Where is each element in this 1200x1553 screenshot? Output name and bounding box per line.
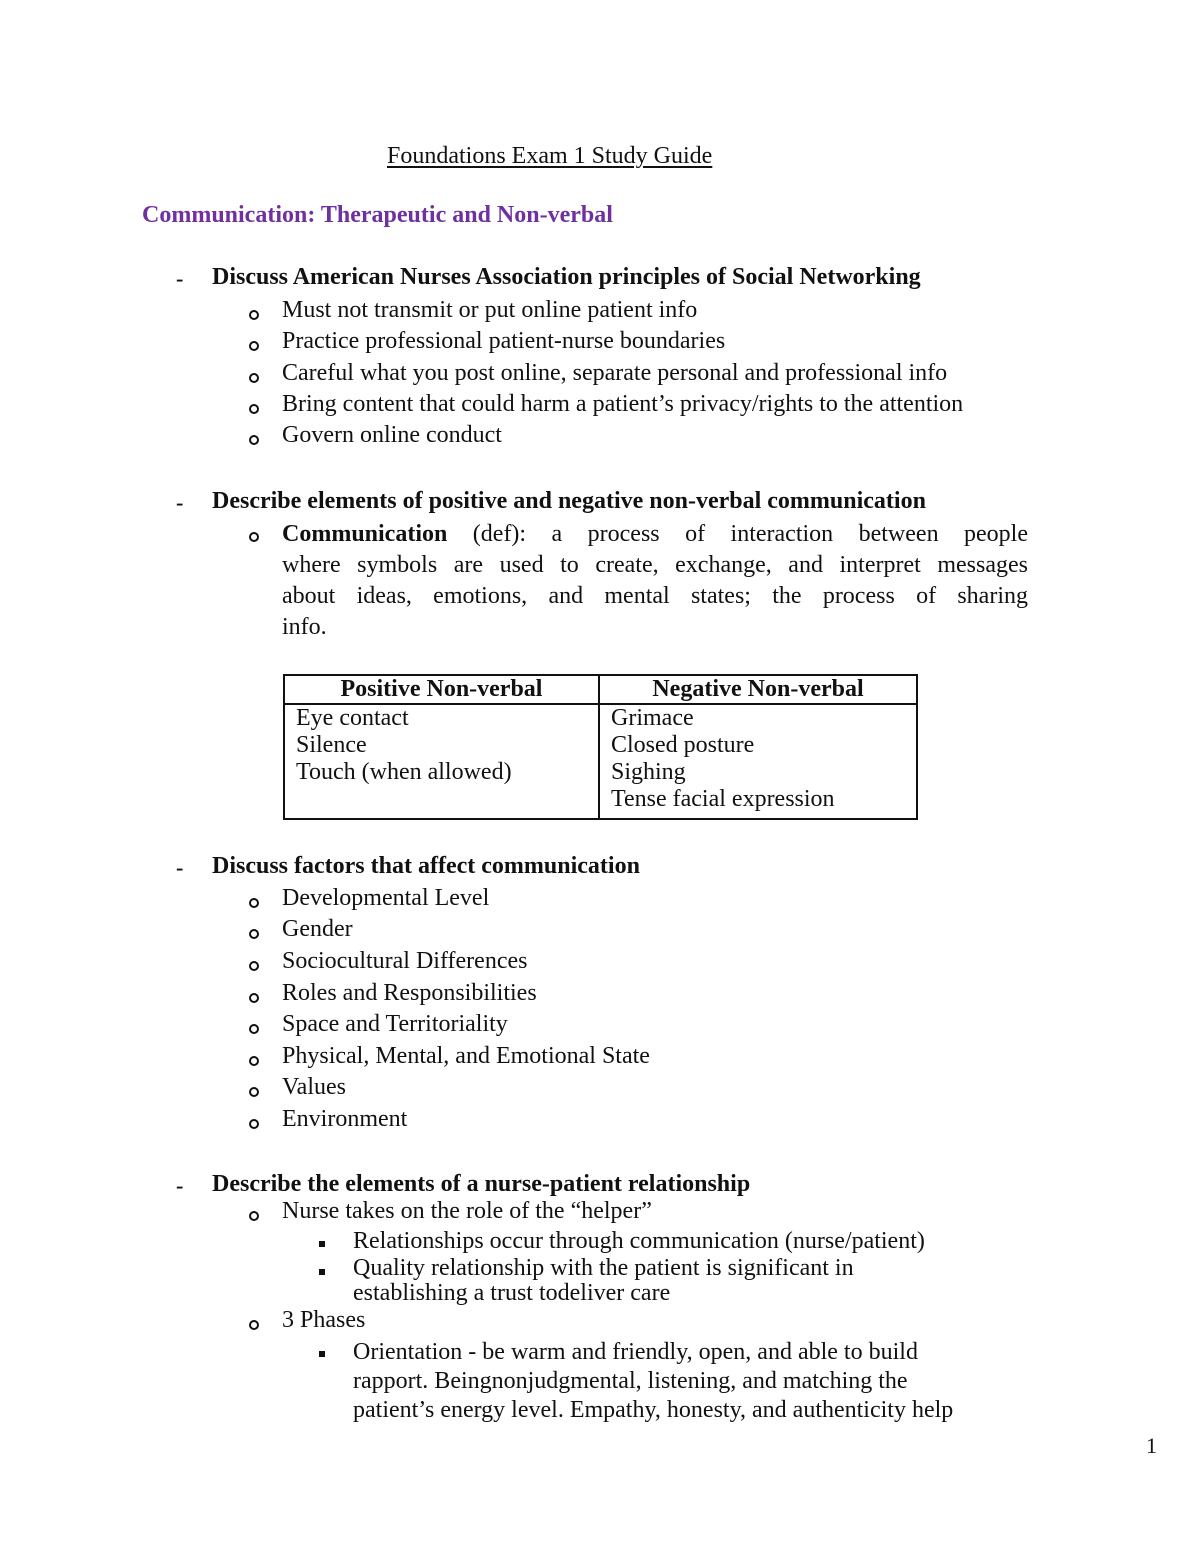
circle-bullet-icon [249,435,259,445]
sub-list-item [353,1256,854,1306]
table-cell-value: Closed posture [611,732,755,758]
circle-bullet-icon [249,961,259,971]
table-cell-value: Sighing [611,759,686,785]
circle-bullet-icon [249,929,259,939]
circle-bullet-icon [249,1211,259,1221]
square-bullet-icon [319,1351,325,1357]
table-cell-value: Tense facial expression [611,786,835,812]
circle-bullet-icon [249,898,259,908]
list-item: Physical, Mental, and Emotional State [282,1043,650,1069]
topic-heading-factors: Discuss factors that affect communication [212,853,640,879]
sub-list-item-orientation [353,1338,953,1425]
topic-heading-nonverbal: Describe elements of positive and negative non-verbal communication [212,488,926,514]
topic-heading-relationship: Describe the elements of a nurse-patient relationship [212,1171,751,1197]
circle-bullet-icon [249,341,259,351]
sub-list-line: Quality relationship with the patient is significant in [353,1255,854,1281]
communication-definition [282,519,1028,643]
page-title: Foundations Exam 1 Study Guide [387,143,713,169]
circle-bullet-icon [249,310,259,320]
list-item: Careful what you post online, separate personal and professional info [282,360,948,386]
positive-cell [284,704,599,819]
list-item: Space and Territoriality [282,1011,508,1037]
definition-term: Communication [282,521,448,547]
table-cell-value: Touch (when allowed) [296,759,512,785]
circle-bullet-icon [249,1119,259,1129]
table-row [284,704,917,819]
list-item: Values [282,1074,346,1100]
definition-line [282,519,1028,550]
list-item: Must not transmit or put online patient info [282,297,698,323]
circle-bullet-icon [249,1056,259,1066]
circle-bullet-icon [249,404,259,414]
list-item: Roles and Responsibilities [282,980,537,1006]
list-item: Sociocultural Differences [282,948,528,974]
nonverbal-table [283,674,918,820]
circle-bullet-icon [249,1024,259,1034]
list-item: Practice professional patient-nurse boundaries [282,328,726,354]
definition-line: about ideas, emotions, and mental states; the process of sharing [282,583,1028,609]
sub-list-line: Orientation - be warm and friendly, open, and able to build [353,1339,918,1365]
circle-bullet-icon [249,532,259,542]
list-item: Environment [282,1106,408,1132]
sub-list-item: Relationships occur through communication (nurse/patient) [353,1228,925,1254]
square-bullet-icon [319,1241,325,1247]
definition-text: (def): a process of interaction between people [447,521,1028,547]
list-item: Govern online conduct [282,422,502,448]
table-cell-value: Silence [296,732,367,758]
topic-dash: - [176,855,184,880]
topic-heading-social-networking: Discuss American Nurses Association principles of Social Networking [212,264,921,290]
negative-cell [599,704,917,819]
list-item-phases: 3 Phases [282,1307,366,1333]
table-cell-value: Eye contact [296,705,409,731]
table-header-row [284,675,917,704]
column-header-positive: Positive Non-verbal [284,675,599,704]
circle-bullet-icon [249,1320,259,1330]
circle-bullet-icon [249,1087,259,1097]
square-bullet-icon [319,1269,325,1275]
list-item-helper: Nurse takes on the role of the “helper” [282,1198,652,1224]
list-item: Gender [282,916,353,942]
topic-dash: - [176,1173,184,1198]
page-number: 1 [1146,1433,1157,1458]
sub-list-line: establishing a trust todeliver care [353,1280,671,1306]
definition-line: info. [282,614,327,640]
column-header-negative: Negative Non-verbal [599,675,917,704]
sub-list-line: rapport. Beingnonjudgmental, listening, and matching the [353,1368,908,1394]
table-cell-value: Grimace [611,705,694,731]
sub-list-line: patient’s energy level. Empathy, honesty, and authenticity help [353,1397,954,1423]
list-item: Developmental Level [282,885,490,911]
circle-bullet-icon [249,373,259,383]
topic-dash: - [176,490,184,515]
definition-line: where symbols are used to create, exchange, and interpret messages [282,552,1028,578]
circle-bullet-icon [249,993,259,1003]
section-heading: Communication: Therapeutic and Non-verbal [142,202,613,228]
list-item: Bring content that could harm a patient’s privacy/rights to the attention [282,391,964,417]
topic-dash: - [176,266,184,291]
